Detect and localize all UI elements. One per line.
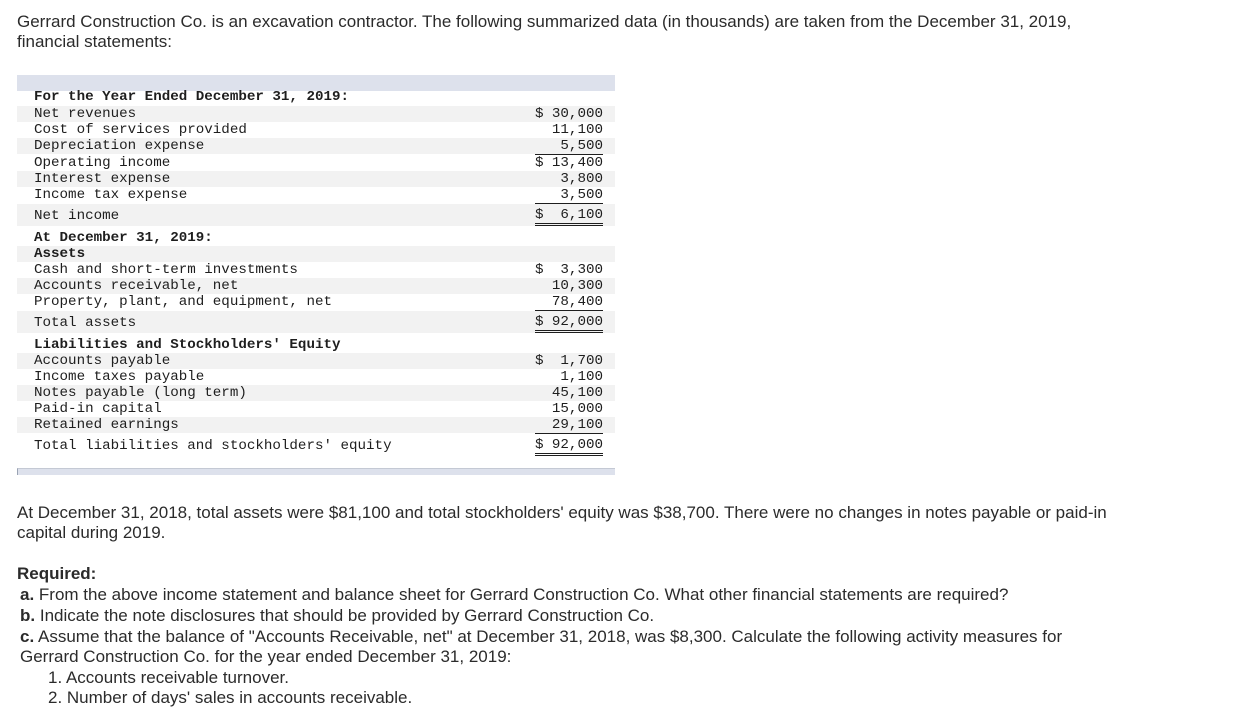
label-paid-in-capital: Paid-in capital bbox=[34, 401, 162, 417]
label-notes-payable: Notes payable (long term) bbox=[34, 385, 247, 401]
income-statement-header: For the Year Ended December 31, 2019: bbox=[34, 89, 350, 105]
requirement-c-letter: c. bbox=[20, 627, 35, 646]
label-income-taxes-payable: Income taxes payable bbox=[34, 369, 205, 385]
currency-symbol: $ bbox=[535, 353, 544, 369]
requirement-a-text: From the above income statement and balance sheet for Gerrard Construction Co. What other financial statements are required? bbox=[38, 585, 1009, 604]
label-total-liabilities-equity: Total liabilities and stockholders' equity bbox=[34, 438, 392, 454]
label-interest-expense: Interest expense bbox=[34, 171, 171, 187]
label-net-revenues: Net revenues bbox=[34, 106, 137, 122]
label-operating-income: Operating income bbox=[34, 155, 171, 171]
amount-net-income: 6,100 bbox=[560, 207, 603, 223]
assets-header-row bbox=[17, 246, 615, 262]
assets-header: Assets bbox=[34, 246, 86, 262]
row-operating-income bbox=[17, 155, 615, 171]
balance-sheet-header: At December 31, 2019: bbox=[34, 230, 213, 246]
row-income-tax bbox=[17, 187, 615, 203]
label-cash: Cash and short-term investments bbox=[34, 262, 298, 278]
row-retained-earnings bbox=[17, 417, 615, 433]
amount-operating-income: 13,400 bbox=[551, 155, 603, 171]
currency-symbol: $ bbox=[535, 106, 544, 122]
table-bottom-bar bbox=[17, 468, 615, 475]
requirement-c2: 2. Number of days' sales in accounts receivable. bbox=[48, 688, 413, 707]
liabilities-header-row bbox=[17, 337, 615, 353]
amount-net-revenues: 30,000 bbox=[551, 106, 603, 122]
balance-sheet-header-row bbox=[17, 230, 615, 246]
label-net-income: Net income bbox=[34, 208, 120, 224]
required-heading: Required: bbox=[17, 564, 97, 583]
row-total-assets bbox=[17, 311, 615, 333]
row-paid-in-capital bbox=[17, 401, 615, 417]
requirement-a bbox=[20, 585, 1120, 605]
row-total-liabilities-equity bbox=[17, 434, 615, 456]
prior-year-paragraph: At December 31, 2018, total assets were $81,100 and total stockholders' equity was $38,700. There were no changes in notes payable or paid-in capital during 2019. bbox=[17, 503, 1107, 542]
label-accounts-receivable: Accounts receivable, net bbox=[34, 278, 239, 294]
label-ppe: Property, plant, and equipment, net bbox=[34, 294, 332, 310]
label-income-tax: Income tax expense bbox=[34, 187, 188, 203]
currency-symbol: $ bbox=[535, 262, 544, 278]
label-total-assets: Total assets bbox=[34, 315, 137, 331]
row-accounts-receivable bbox=[17, 278, 615, 294]
requirement-a-letter: a. bbox=[20, 585, 35, 604]
currency-symbol: $ bbox=[535, 155, 544, 171]
amount-ppe: 78,400 bbox=[551, 294, 603, 310]
label-depreciation: Depreciation expense bbox=[34, 138, 205, 154]
requirement-c bbox=[20, 627, 1100, 667]
amount-depreciation: 5,500 bbox=[560, 138, 603, 154]
row-net-income bbox=[17, 204, 615, 226]
row-cost-of-services bbox=[17, 122, 615, 138]
amount-paid-in-capital: 15,000 bbox=[551, 401, 603, 417]
liabilities-header: Liabilities and Stockholders' Equity bbox=[34, 337, 341, 353]
row-income-taxes-payable bbox=[17, 369, 615, 385]
intro-text: Gerrard Construction Co. is an excavation contractor. The following summarized data (in thousands) are taken from the December 31, 2019, financial statements: bbox=[17, 12, 1072, 51]
label-retained-earnings: Retained earnings bbox=[34, 417, 179, 433]
label-accounts-payable: Accounts payable bbox=[34, 353, 171, 369]
amount-accounts-receivable: 10,300 bbox=[551, 278, 603, 294]
requirement-c-text: Assume that the balance of "Accounts Receivable, net" at December 31, 2018, was $8,300. Calculate the following activity measures for Gerrard Construction Co. for the year ended December 31, 2019: bbox=[20, 627, 1063, 666]
amount-total-liabilities-equity: 92,000 bbox=[551, 437, 603, 453]
currency-symbol: $ bbox=[535, 207, 544, 223]
currency-symbol: $ bbox=[535, 314, 544, 330]
row-net-revenues bbox=[17, 106, 615, 122]
label-cost-of-services: Cost of services provided bbox=[34, 122, 247, 138]
row-notes-payable bbox=[17, 385, 615, 401]
amount-interest-expense: 3,800 bbox=[560, 171, 603, 187]
amount-total-assets: 92,000 bbox=[551, 314, 603, 330]
amount-cash: 3,300 bbox=[560, 262, 603, 278]
income-statement-header-row bbox=[17, 89, 615, 105]
amount-accounts-payable: 1,700 bbox=[560, 353, 603, 369]
row-depreciation bbox=[17, 138, 615, 154]
amount-retained-earnings: 29,100 bbox=[551, 417, 603, 433]
amount-cost-of-services: 11,100 bbox=[551, 122, 603, 138]
currency-symbol: $ bbox=[535, 437, 544, 453]
amount-income-taxes-payable: 1,100 bbox=[560, 369, 603, 385]
row-cash bbox=[17, 262, 615, 278]
amount-income-tax: 3,500 bbox=[560, 187, 603, 203]
amount-notes-payable: 45,100 bbox=[551, 385, 603, 401]
requirement-b bbox=[20, 606, 1120, 626]
row-accounts-payable bbox=[17, 353, 615, 369]
requirement-b-text: Indicate the note disclosures that should be provided by Gerrard Construction Co. bbox=[39, 606, 655, 625]
requirement-c1: 1. Accounts receivable turnover. bbox=[48, 668, 289, 687]
financial-statement-table bbox=[17, 75, 615, 476]
requirement-b-letter: b. bbox=[20, 606, 36, 625]
row-interest-expense bbox=[17, 171, 615, 187]
row-ppe bbox=[17, 294, 615, 310]
